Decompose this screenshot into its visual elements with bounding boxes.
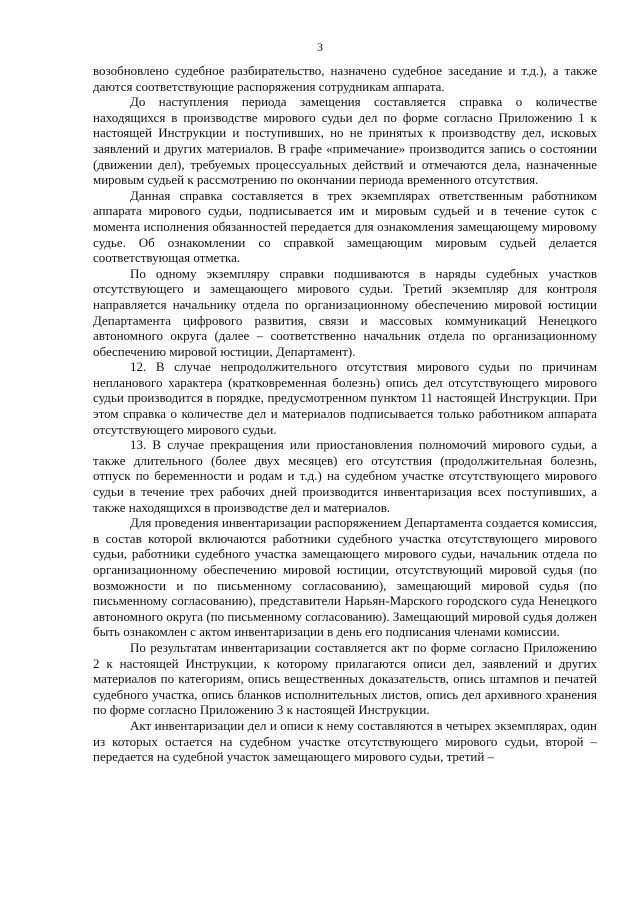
paragraph-certificate-distribution: По одному экземпляру справки подшиваются в наряды судебных участков отсутствующего и замещающего мирового судьи. Третий экземпляр для контроля направляется начальнику отдела по организационному обеспечению мировой юстиции Департамента цифрового развития, связи и массовых коммуникаций Ненецкого автономного округа (далее – соответственно начальник отдела по организационному обеспечению мировой юстиции, Департамент).	[93, 265, 597, 359]
paragraph-inventory-act: По результатам инвентаризации составляется акт по форме согласно Приложению 2 к настоящей Инструкции, к которому прилагаются описи дел, заявлений и других материалов по категориям, опись вещественных доказательств, опись штампов и печатей судебного участка, опись бланков исполнительных листов, опись дел архивного хранения по форме согласно Приложению 3 к настоящей Инструкции.	[93, 639, 597, 718]
paragraph-certificate-before-replacement: До наступления периода замещения составляется справка о количестве находящихся в производстве мирового судьи дел по форме согласно Приложению 1 к настоящей Инструкции и поступивших, но не принятых к производству дел, исковых заявлений и других материалов. В графе «примечание» производится запись о состоянии (движении дел), требуемых процессуальных действий и отмечаются дела, назначенные мировым судьей к рассмотрению по окончании периода временного отсутствия.	[93, 94, 597, 188]
paragraph-continuation: возобновлено судебное разбирательство, назначено судебное заседание и т.д.), а также даются соответствующие распоряжения сотрудникам аппарата.	[93, 63, 597, 94]
paragraph-item-12: 12. В случае непродолжительного отсутствия мирового судьи по причинам непланового характера (кратковременная болезнь) опись дел отсутствующего мирового судьи производится в порядке, предусмотренном пунктом 11 настоящей Инструкции. При этом справка о количестве дел и материалов подписывается только работником аппарата отсутствующего мирового судьи.	[93, 359, 597, 437]
paragraph-item-13: 13. В случае прекращения или приостановления полномочий мирового судьи, а также длительного (более двух месяцев) его отсутствия (продолжительная болезнь, отпуск по беременности и родам и т.д.) на судебном участке отсутствующего мирового судьи в течение трех рабочих дней производится инвентаризация всех поступивших, а также находящихся в производстве дел и материалов.	[93, 437, 597, 515]
document-body	[93, 63, 597, 765]
paragraph-inventory-commission: Для проведения инвентаризации распоряжением Департамента создается комиссия, в состав которой включаются работники судебного участка отсутствующего мирового судьи, работники судебного участка замещающего мирового судьи, начальник отдела по организационному обеспечению мировой юстиции, отсутствующий мировой судья (по возможности и по письменному согласованию), замещающий мировой судья (по письменному согласованию), представители Нарьян-Марского городского суда Ненецкого автономного округа (по письменному согласованию). Замещающий мировой судья должен быть ознакомлен с актом инвентаризации в день его подписания членами комиссии.	[93, 515, 597, 640]
paragraph-act-copies: Акт инвентаризации дел и описи к нему составляются в четырех экземплярах, один из которых остается на судебном участке отсутствующего мирового судьи, второй – передается на судебной участок замещающего мирового судьи, третий –	[93, 717, 597, 765]
page-number: 3	[317, 40, 323, 54]
paragraph-certificate-copies: Данная справка составляется в трех экземплярах ответственным работником аппарата мирового судьи, подписывается им и мировым судьей и в течение суток с момента исполнения обязанностей передается для ознакомления замещающему мировому судье. Об ознакомлении со справкой замещающим мировым судьей делается соответствующая отметка.	[93, 187, 597, 266]
